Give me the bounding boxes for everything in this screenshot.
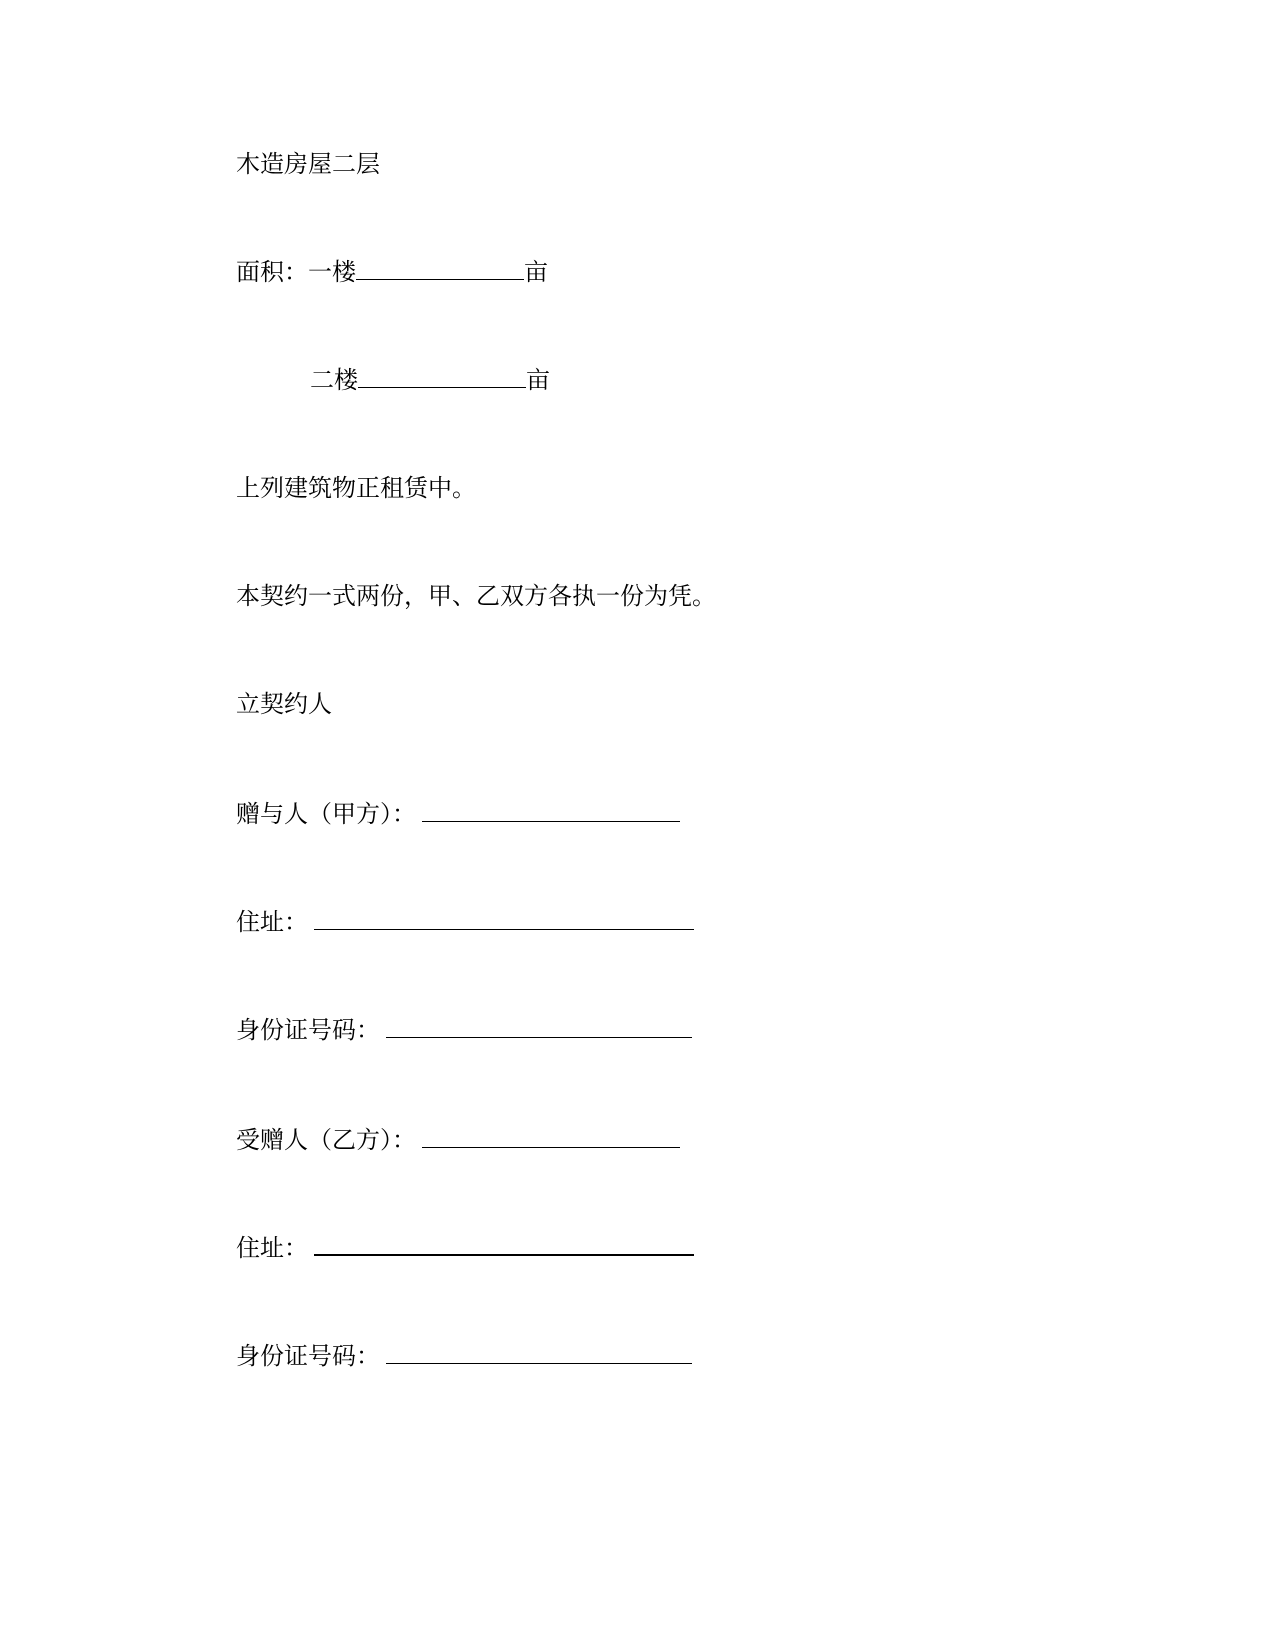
rental-note-text: 上列建筑物正租赁中。: [236, 474, 476, 502]
donor-address-blank[interactable]: [314, 907, 694, 930]
copies-note-text: 本契约一式两份，甲、乙双方各执一份为凭。: [236, 582, 716, 610]
donor-id-label: 身份证号码：: [236, 1016, 380, 1044]
area-floor1-line: [236, 254, 548, 290]
donor-address-label: 住址：: [236, 908, 308, 936]
building-type-text: 木造房屋二层: [236, 150, 380, 178]
signatories-heading-line: [236, 686, 332, 722]
building-type-line: [236, 146, 380, 182]
donee-address-label: 住址：: [236, 1234, 308, 1262]
donee-id-label: 身份证号码：: [236, 1342, 380, 1370]
area-floor1-label: 面积：一楼: [236, 258, 356, 286]
area-floor1-blank[interactable]: [356, 257, 524, 280]
donor-address-line: [236, 904, 694, 940]
donee-line: [236, 1122, 680, 1158]
donor-line: [236, 796, 680, 832]
area-floor2-line: [236, 362, 550, 398]
donee-address-line: [236, 1230, 694, 1266]
copies-note-line: [236, 578, 716, 614]
donor-id-blank[interactable]: [386, 1015, 692, 1038]
donee-name-blank[interactable]: [422, 1125, 680, 1148]
donee-label: 受赠人（乙方）：: [236, 1126, 416, 1154]
donor-id-line: [236, 1012, 692, 1048]
donee-id-blank[interactable]: [386, 1341, 692, 1364]
donee-address-blank[interactable]: [314, 1232, 694, 1256]
area-floor2-label: 二楼: [310, 366, 358, 394]
donor-name-blank[interactable]: [422, 799, 680, 822]
signatories-heading: 立契约人: [236, 690, 332, 718]
rental-note-line: [236, 470, 476, 506]
area-floor2-unit: 亩: [526, 366, 550, 394]
area-floor2-blank[interactable]: [358, 365, 526, 388]
area-floor1-unit: 亩: [524, 258, 548, 286]
donee-id-line: [236, 1338, 692, 1374]
donor-label: 赠与人（甲方）：: [236, 800, 416, 828]
